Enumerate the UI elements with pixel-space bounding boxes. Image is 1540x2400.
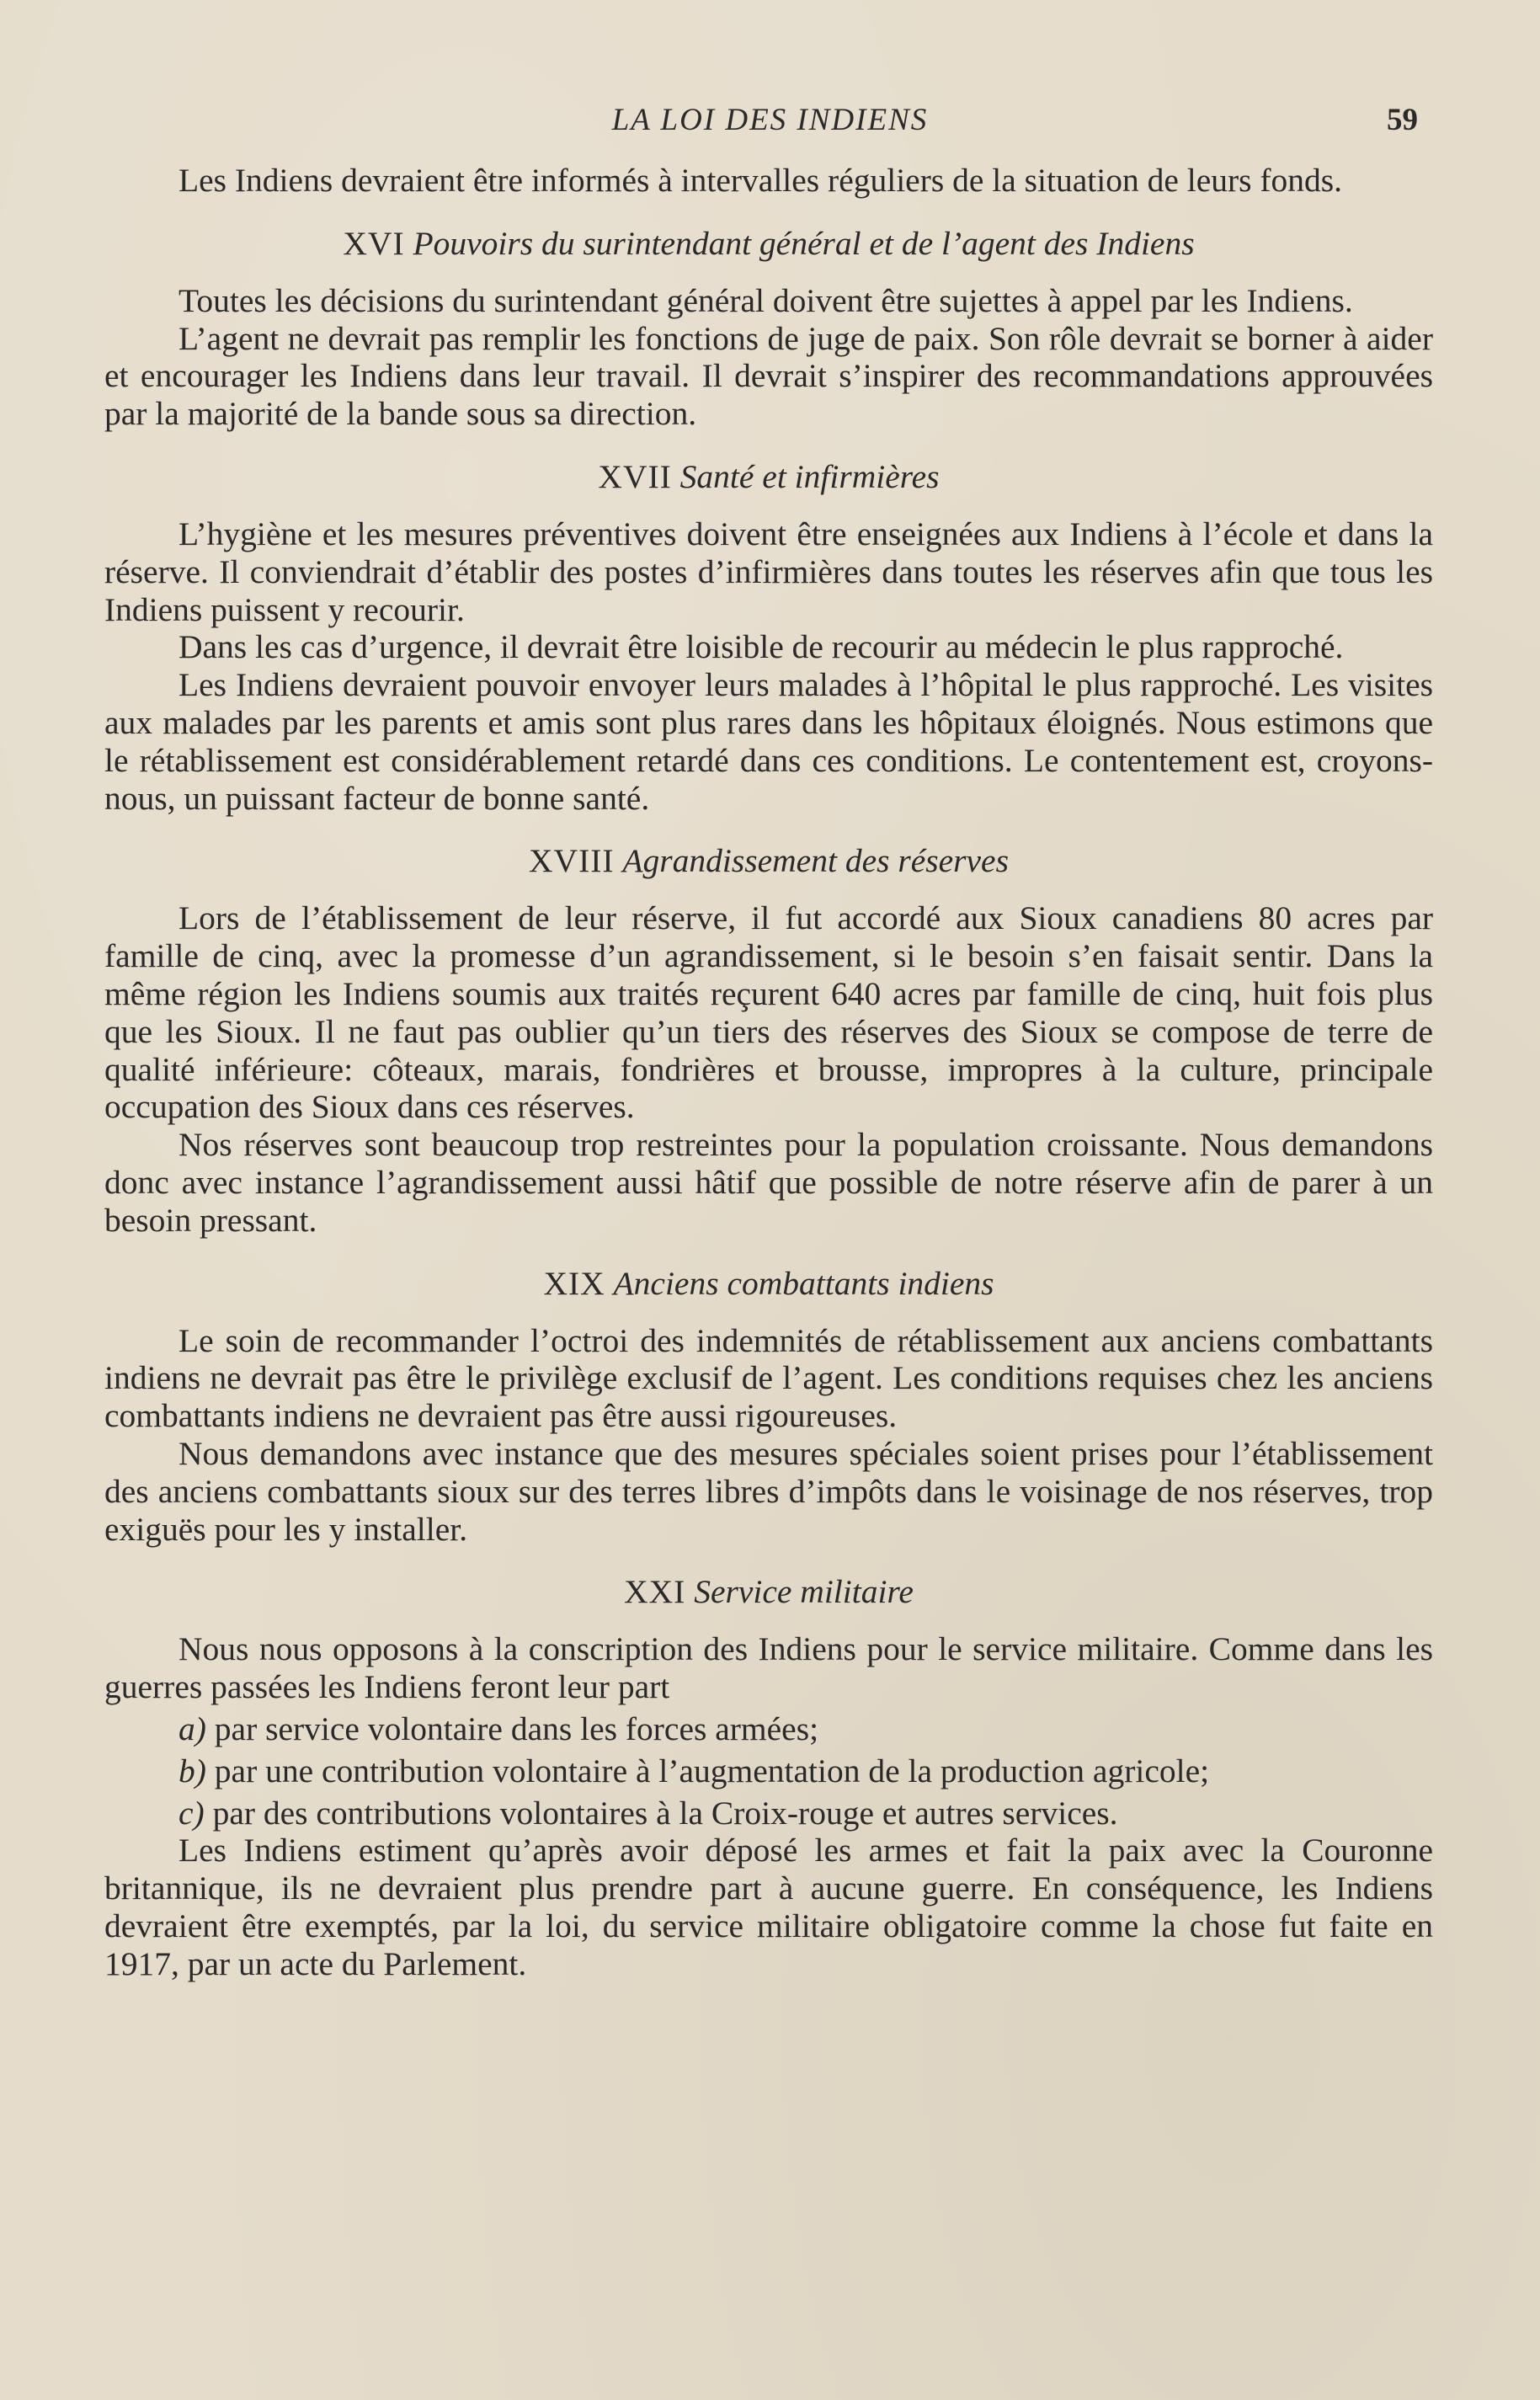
section-title: Agrandissement des réserves [622,842,1009,880]
body-text [104,162,1433,1982]
paragraph: Les Indiens devraient être informés à intervalles réguliers de la situation de leurs fonds. [179,162,1343,199]
list-item [104,1710,1433,1748]
list-item-label: c) [179,1794,205,1832]
section-title: Pouvoirs du surintendant général et de l’agent des Indiens [413,224,1195,262]
running-head [0,99,1540,141]
paragraph: Dans les cas d’urgence, il devrait être loisible de recourir au médecin le plus rapproché. [179,628,1344,666]
page-number: 59 [1387,103,1418,137]
section-title: Anciens combattants indiens [613,1264,994,1302]
list-item-text: par une contribution volontaire à l’augmentation de la production agricole; [214,1752,1210,1789]
paragraph: Les Indiens estiment qu’après avoir déposé les armes et fait la paix avec la Couronne britannique, ils ne devraient plus prendre part à aucune guerre. En conséquence, les Indiens devraient être exemptés, par la loi, du service militaire obligatoire comme la chose fut faite en 1917, par un acte du Parlement. [104,1832,1433,1982]
list-item-text: par service volontaire dans les forces armées; [214,1709,819,1747]
section-number: XIX [543,1264,605,1302]
paragraph: Toutes les décisions du surintendant général doivent être sujettes à appel par les Indiens. [179,281,1353,319]
paragraph: L’hygiène et les mesures préventives doivent être enseignées aux Indiens à l’école et dans la réserve. Il conviendrait d’établir des postes d’infirmières dans toutes les réserves afin que tous les Indiens puissent y recourir. [104,515,1433,628]
list-item-text: par des contributions volontaires à la Croix-rouge et autres services. [212,1794,1118,1832]
section-heading [104,221,1433,265]
paragraph: Nous demandons avec instance que des mesures spéciales soient prises pour l’établissement des anciens combattants sioux sur des terres libres d’impôts dans le voisinage de nos réserves, trop exiguës pour les y installer. [104,1434,1433,1548]
list-item-label: b) [179,1752,206,1789]
section-heading [104,1570,1433,1613]
running-title: LA LOI DES INDIENS [611,103,929,137]
section-heading [104,1261,1433,1305]
section-number: XVII [598,457,672,495]
section-title: Service militaire [694,1573,914,1611]
list-item-label: a) [179,1709,206,1747]
list-item [104,1795,1433,1832]
section-heading [104,839,1433,883]
section-title: Santé et infirmières [679,457,940,495]
section-number: XXI [624,1573,686,1611]
section-heading [104,455,1433,499]
section-number: XVIII [529,842,615,880]
paragraph: L’agent ne devrait pas remplir les fonctions de juge de paix. Son rôle devrait se borner à aider et encourager les Indiens dans leur travail. Il devrait s’inspirer des recommandations approuvées par la majorité de la bande sous sa direction. [104,319,1433,433]
paragraph: Nos réserves sont beaucoup trop restreintes pour la population croissante. Nous demandons donc avec instance l’agrandissement aussi hâtif que possible de notre réserve afin de parer à un besoin pressant. [104,1126,1433,1239]
paragraph: Le soin de recommander l’octroi des indemnités de rétablissement aux anciens combattants indiens ne devrait pas être le privilège exclusif de l’agent. Les conditions requises chez les anciens combattants indiens ne devraient pas être aussi rigoureuses. [104,1321,1433,1435]
section-number: XVI [343,224,405,262]
paragraph: Lors de l’établissement de leur réserve, il fut accordé aux Sioux canadiens 80 acres par famille de cinq, avec la promesse d’un agrandissement, si le besoin s’en faisait sentir. Dans la même région les Indiens soumis aux traités reçurent 640 acres par famille de cinq, huit fois plus que les Sioux. Il ne faut pas oublier qu’un tiers des réserves des Sioux se compose de terre de qualité inférieure: côteaux, marais, fondrières et brousse, impropres à la culture, principale occupation des Sioux dans ces réserves. [104,899,1433,1126]
paragraph: Les Indiens devraient pouvoir envoyer leurs malades à l’hôpital le plus rapproché. Les visites aux malades par les parents et amis sont plus rares dans les hôpitaux éloignés. Nous estimons que le rétablissement est considérablement retardé dans ces conditions. Le contentement est, croyons-nous, un puissant facteur de bonne santé. [104,666,1433,817]
paragraph: Nous nous opposons à la conscription des Indiens pour le service militaire. Comme dans les guerres passées les Indiens feront leur part [104,1630,1433,1706]
list-item [104,1752,1433,1790]
